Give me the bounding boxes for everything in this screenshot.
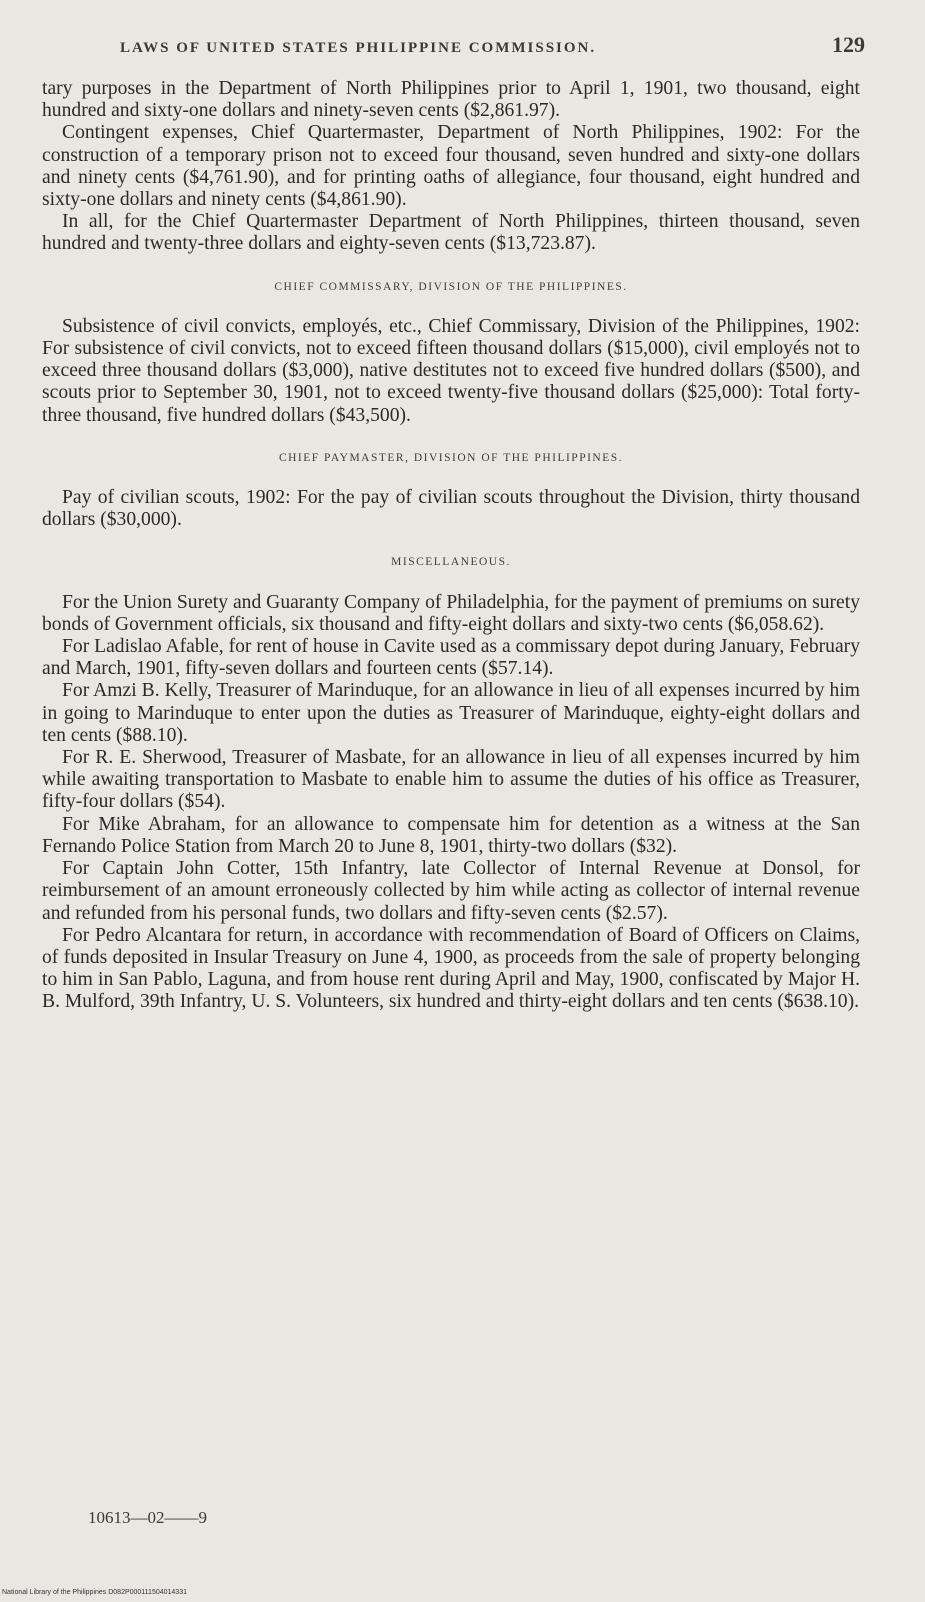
signature-mark: 10613—02——9: [88, 1508, 207, 1527]
paragraph: For Ladislao Afable, for rent of house in Cavite used as a commissary depot during January, February and March, 1901, fifty-seven dollars and fourteen cents ($57.14).: [42, 636, 860, 680]
paragraph: For Mike Abraham, for an allowance to compensate him for detention as a witness at the San Fernando Police Station from March 20 to June 8, 1901, thirty-two dollars ($32).: [42, 813, 860, 857]
section-heading-miscellaneous: MISCELLANEOUS.: [391, 556, 511, 569]
paragraph: For Pedro Alcantara for return, in accordance with recommendation of Board of Officers on Claims, of funds deposited in Insular Treasury on June 4, 1900, as proceeds from the sale of property belonging to him in San Pablo, Laguna, and from house rent during April and May, 1900, confiscated by Major H. B. Mulford, 39th Infantry, U. S. Volunteers, six hundred and thirty-eight dollars and ten cents ($638.10).: [42, 924, 860, 1013]
paragraph: Contingent expenses, Chief Quartermaster, Department of North Philippines, 1902: For the construction of a temporary prison not to exceed four thousand, seven hundred and sixty-one dollars and ninety cents ($4,761.90), and for printing oaths of allegiance, four thousand, eight hundred and sixty-one dollars and ninety cents ($4,861.90).: [42, 122, 860, 211]
paragraph: In all, for the Chief Quartermaster Department of North Philippines, thirteen thousand, seven hundred and twenty-three dollars and eighty-seven cents ($13,723.87).: [42, 211, 860, 255]
paragraph-continuation: tary purposes in the Department of North Philippines prior to April 1, 1901, two thousand, eight hundred and sixty-one dollars and ninety-seven cents ($2,861.97).: [42, 78, 860, 122]
section-heading-commissary: CHIEF COMMISSARY, DIVISION OF THE PHILIPPINES.: [274, 280, 628, 293]
paragraph: Pay of civilian scouts, 1902: For the pay of civilian scouts throughout the Division, thirty thousand dollars ($30,000).: [42, 487, 860, 531]
section-heading-paymaster: CHIEF PAYMASTER, DIVISION OF THE PHILIPPINES.: [278, 451, 624, 464]
paragraph: Subsistence of civil convicts, employés, etc., Chief Commissary, Division of the Philippines, 1902: For subsistence of civil convicts, not to exceed fifteen thousand dollars ($15,000), civil employés not to exceed three thousand dollars ($3,000), native destitutes not to exceed five hundred dollars ($500), and scouts prior to September 30, 1901, not to exceed twenty-five thousand dollars ($25,000): Total forty-three thousand, five hundred dollars ($43,500).: [42, 315, 860, 426]
paragraph: For Amzi B. Kelly, Treasurer of Marinduque, for an allowance in lieu of all expenses incurred by him in going to Marinduque to enter upon the duties as Treasurer of Marinduque, eighty-eight dollars and ten cents ($88.10).: [42, 680, 860, 746]
scan-credit: National Library of the Philippines D082P000111504014331: [2, 1589, 187, 1596]
paragraph: For R. E. Sherwood, Treasurer of Masbate, for an allowance in lieu of all expenses incurred by him while awaiting transportation to Masbate to enable him to assume the duties of his office as Treasurer, fifty-four dollars ($54).: [42, 747, 860, 813]
running-header: [120, 32, 865, 58]
paragraph: For the Union Surety and Guaranty Company of Philadelphia, for the payment of premiums on surety bonds of Government officials, six thousand and fifty-eight dollars and sixty-two cents ($6,058.62).: [42, 591, 860, 635]
paragraph: For Captain John Cotter, 15th Infantry, late Collector of Internal Revenue at Donsol, for reimbursement of an amount erroneously collected by him while acting as collector of internal revenue and refunded from his personal funds, two dollars and fifty-seven cents ($2.57).: [42, 858, 860, 924]
page-number: 129: [832, 32, 865, 57]
page-body: [42, 78, 860, 1014]
header-title: LAWS OF UNITED STATES PHILIPPINE COMMISSION.: [120, 40, 597, 56]
